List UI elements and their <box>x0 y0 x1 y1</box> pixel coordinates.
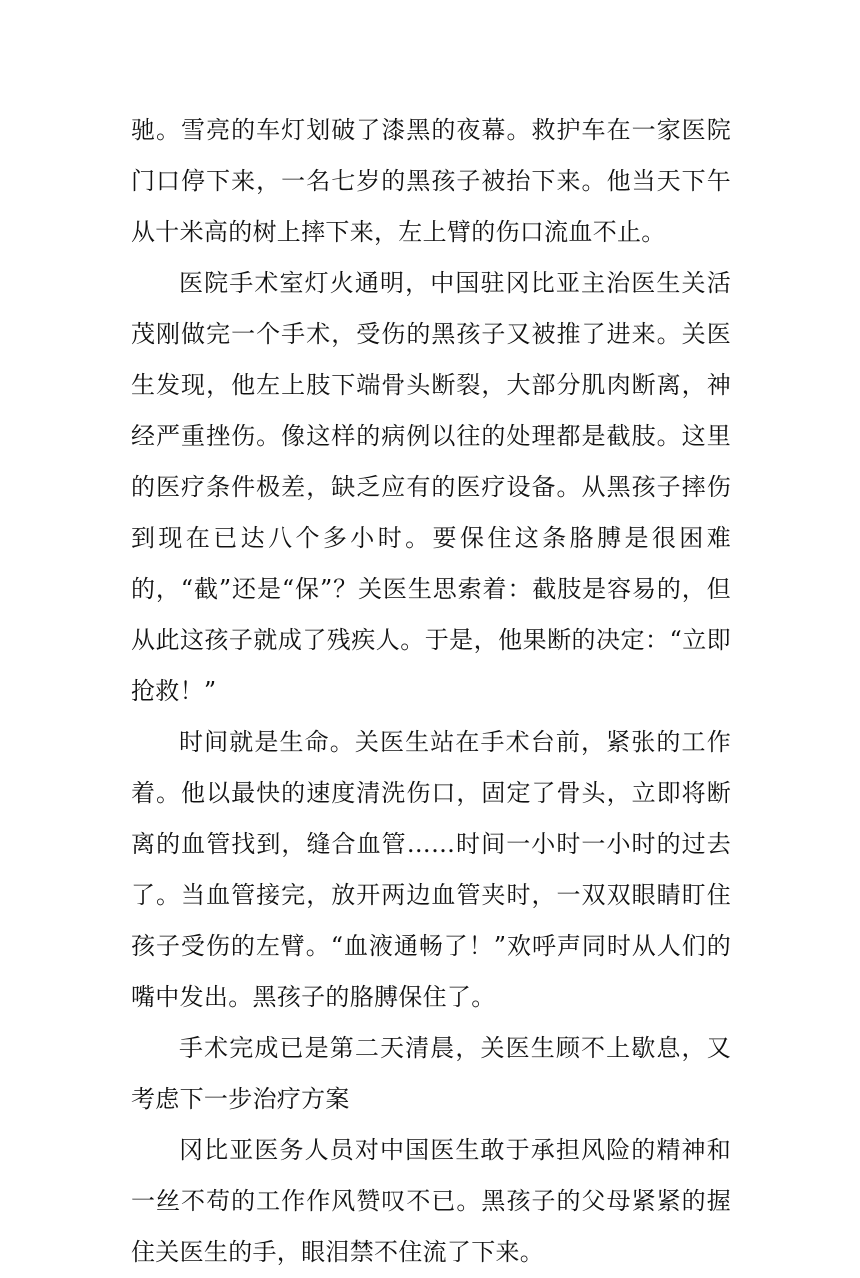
paragraph-2: 医院手术室灯火通明，中国驻冈比亚主治医生关活茂刚做完一个手术，受伤的黑孩子又被推了进来。关医生发现，他左上肢下端骨头断裂，大部分肌肉断离，神经严重挫伤。像这样的病例以往的处理都是截肢。这里的医疗条件极差，缺乏应有的医疗设备。从黑孩子摔伤到现在已达八个多小时。要保住这条胳膊是很困难的，“截”还是“保”？关医生思索着：截肢是容易的，但从此这孩子就成了残疾人。于是，他果断的决定：“立即抢救！” <box>131 269 731 705</box>
paragraph-3: 时间就是生命。关医生站在手术台前，紧张的工作着。他以最快的速度清洗伤口，固定了骨头，立即将断离的血管找到，缝合血管……时间一小时一小时的过去了。当血管接完，放开两边血管夹时，一双双眼睛盯住孩子受伤的左臂。“血液通畅了！”欢呼声同时从人们的嘴中发出。黑孩子的胳膊保住了。 <box>131 728 731 1011</box>
paragraph-1: 驰。雪亮的车灯划破了漆黑的夜幕。救护车在一家医院门口停下来，一名七岁的黑孩子被抬下来。他当天下午从十米高的树上摔下来，左上臂的伤口流血不止。 <box>131 116 731 246</box>
paragraph-4: 手术完成已是第二天清晨，关医生顾不上歇息，又考虑下一步治疗方案 <box>131 1034 731 1113</box>
paragraph-5: 冈比亚医务人员对中国医生敢于承担风险的精神和一丝不苟的工作作风赞叹不已。黑孩子的父母紧紧的握住关医生的手，眼泪禁不住流了下来。 <box>131 1136 731 1266</box>
document-body <box>131 105 731 1278</box>
